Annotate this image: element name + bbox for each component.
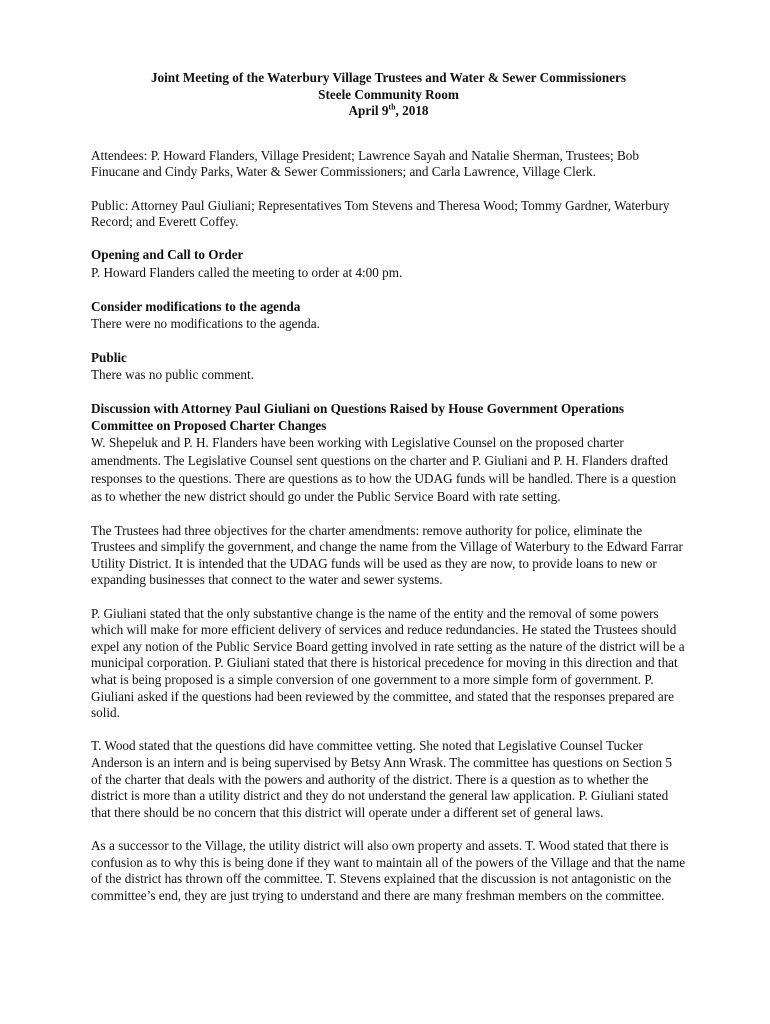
meeting-location: Steele Community Room <box>318 86 459 102</box>
meeting-date-year: , 2018 <box>395 103 429 119</box>
section-heading: Public <box>91 349 127 365</box>
meeting-title: Joint Meeting of the Waterbury Village Trustees and Water & Sewer Commissioners <box>150 70 627 85</box>
meeting-date-suffix-sup: th <box>388 102 396 112</box>
body-paragraph: As a successor to the Village, the utility district will also own property and assets. T. Wood stated that there is confusion as to why this is being done if they want to maintain all of the powers of the Village and that the name of the district has thrown off the committee. T. Stevens explained that the discussion is not antagonistic on the committee’s end, they are just trying to understand and there are many freshman members on the committee. <box>91 837 686 903</box>
document-header <box>91 70 686 120</box>
section-agenda <box>91 299 686 334</box>
public-attendees-paragraph: Public: Attorney Paul Giuliani; Representatives Tom Stevens and Theresa Wood; Tommy Gardner, Waterbury Record; and Everett Coffey. <box>91 197 670 230</box>
section-public <box>91 350 686 385</box>
attendees-paragraph: Attendees: P. Howard Flanders, Village President; Lawrence Sayah and Natalie Sherman, Trustees; Bob Finucane and Cindy Parks, Water & Sewer Commissioners; and Carla Lawrence, Village Clerk. <box>91 147 639 180</box>
body-paragraph: T. Wood stated that the questions did have committee vetting. She noted that Legislative Counsel Tucker Anderson is an intern and is being supervised by Betsy Ann Wrask. The committee has questions on Section 5 of the charter that deals with the powers and authority of the district. There is a question as to whether the district is more than a utility district and they do not understand the general law application. P. Giuliani stated that there should be no concern that this district will operate under a different set of general laws. <box>91 738 672 820</box>
section-heading: Discussion with Attorney Paul Giuliani on Questions Raised by House Government Operations Committee on Proposed Charter Changes <box>91 400 625 433</box>
body-paragraph: The Trustees had three objectives for the charter amendments: remove authority for police, eliminate the Trustees and simplify the government, and change the name from the Village of Waterbury to the Edward Farrar Utility District. It is intended that the UDAG funds will be used as they are now, to provide loans to new or expanding businesses that connect to the water and sewer systems. <box>91 522 683 588</box>
meeting-date <box>91 103 686 120</box>
body-paragraph: P. Giuliani stated that the only substantive change is the name of the entity and the removal of some powers which will make for more efficient delivery of services and reduce redundancies. He stated the Trustees should expel any notion of the Public Service Board getting involved in rate setting as the nature of the district will be a municipal corporation. P. Giuliani stated that there is historical precedence for moving in this direction and that what is being proposed is a simple conversion of one government to a more simple form of government. P. Giuliani asked if the questions had been reviewed by the committee, and stated that the responses prepared are solid. <box>91 605 685 721</box>
section-heading: Opening and Call to Order <box>91 247 244 263</box>
section-body: W. Shepeluk and P. H. Flanders have been working with Legislative Counsel on the proposed charter amendments. The Legislative Counsel sent questions on the charter and P. Giuliani and P. H. Flanders drafted responses to the questions. There are questions as to how the UDAG funds will be handled. There is a question as to whether the new district should go under the Public Service Board with rate setting. <box>91 435 677 505</box>
section-opening <box>91 247 686 282</box>
section-body: There were no modifications to the agenda. <box>91 316 320 332</box>
section-discussion <box>91 401 686 506</box>
section-body: There was no public comment. <box>91 367 254 383</box>
section-body: P. Howard Flanders called the meeting to order at 4:00 pm. <box>91 264 403 280</box>
section-heading: Consider modifications to the agenda <box>91 298 301 314</box>
meeting-date-prefix: April 9 <box>348 103 389 119</box>
